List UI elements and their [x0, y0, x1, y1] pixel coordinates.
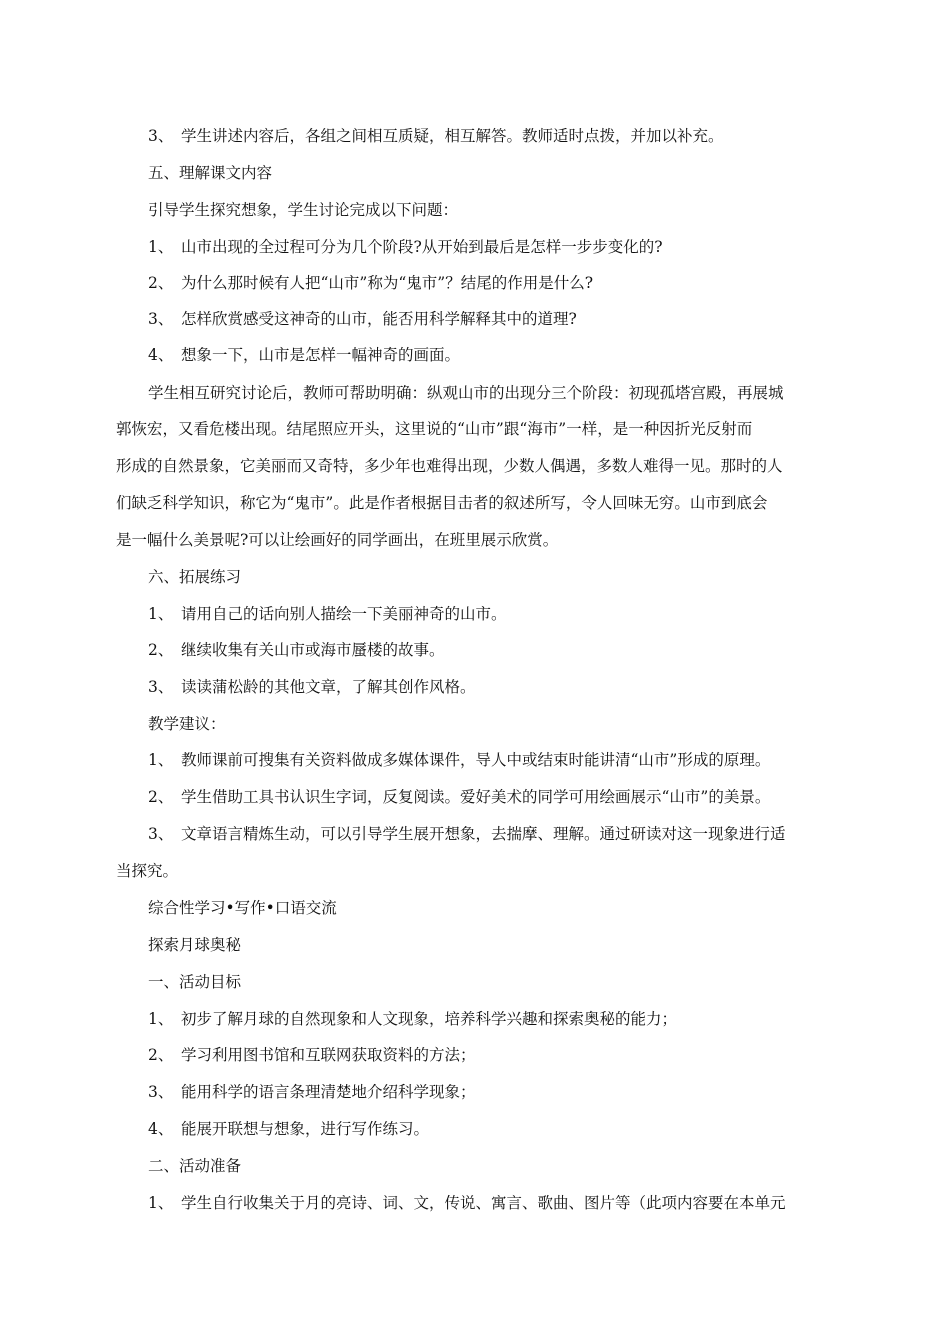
section-heading: 综合性学习•写作•口语交流: [148, 899, 337, 917]
list-item-text: 怎样欣赏感受这神奇的山市，能否用科学解释其中的道理?: [181, 310, 577, 328]
list-number: 2、: [148, 1046, 174, 1064]
list-number: 3、: [148, 1083, 174, 1101]
list-number: 3、: [148, 310, 174, 328]
list-item-text: 请用自己的话向别人描绘一下美丽神奇的山市。: [181, 605, 507, 623]
list-item-text: 文章语言精炼生动，可以引导学生展开想象，去揣摩、理解。通过研读对这一现象进行适: [181, 825, 786, 843]
list-item-text: 读读蒲松龄的其他文章，了解其创作风格。: [181, 678, 476, 696]
list-number: 1、: [148, 1010, 174, 1028]
list-item-text: 继续收集有关山市或海市蜃楼的故事。: [181, 641, 445, 659]
list-item-text: 学习利用图书馆和互联网获取资料的方法；: [181, 1046, 476, 1064]
list-number: 3、: [148, 678, 174, 696]
section-heading: 教学建议：: [148, 715, 226, 733]
paragraph-line: 学生相互研究讨论后，教师可帮助明确：纵观山市的出现分三个阶段：初现孤塔宫殿，再展城: [148, 384, 784, 402]
paragraph-line: 们缺乏科学知识，称它为“鬼市”。此是作者根据目击者的叙述所写，令人回味无穷。山市到底会: [116, 494, 768, 512]
list-number: 2、: [148, 788, 174, 806]
list-number: 1、: [148, 751, 174, 769]
section-heading: 二、活动准备: [148, 1157, 242, 1175]
list-number: 4、: [148, 1120, 174, 1138]
list-number: 3、: [148, 825, 174, 843]
list-number: 4、: [148, 346, 174, 364]
list-item-text: 能展开联想与想象，进行写作练习。: [181, 1120, 430, 1138]
list-number: 2、: [148, 274, 174, 292]
list-number: 1、: [148, 238, 174, 256]
list-number: 1、: [148, 605, 174, 623]
list-item-text: 教师课前可搜集有关资料做成多媒体课件，导人中或结束时能讲清“山市”形成的原理。: [181, 751, 771, 769]
list-item-text: 山市出现的全过程可分为几个阶段?从开始到最后是怎样一步步变化的?: [181, 238, 663, 256]
section-heading: 五、理解课文内容: [148, 164, 273, 182]
list-item-text: 初步了解月球的自然现象和人文现象，培养科学兴趣和探索奥秘的能力；: [181, 1010, 678, 1028]
paragraph-line: 是一幅什么美景呢?可以让绘画好的同学画出，在班里展示欣赏。: [116, 531, 559, 549]
list-number: 2、: [148, 641, 174, 659]
list-item-text: 学生自行收集关于月的亮诗、词、文，传说、寓言、歌曲、图片等（此项内容要在本单元: [181, 1194, 786, 1212]
section-heading: 六、拓展练习: [148, 568, 242, 586]
list-item-text: 学生讲述内容后，各组之间相互质疑，相互解答。教师适时点拨，并加以补充。: [181, 127, 724, 145]
list-number: 3、: [148, 127, 174, 145]
list-item-text: 能用科学的语言条理清楚地介绍科学现象；: [181, 1083, 476, 1101]
list-item-text: 为什么那时候有人把“山市”称为“鬼市”？结尾的作用是什么?: [181, 274, 594, 292]
list-item-text: 想象一下，山市是怎样一幅神奇的画面。: [181, 346, 461, 364]
paragraph-line: 引导学生探究想象，学生讨论完成以下问题：: [148, 201, 459, 219]
paragraph-line: 当探究。: [116, 862, 179, 880]
paragraph-line: 形成的自然景象，它美丽而又奇特，多少年也难得出现，少数人偶遇，多数人难得一见。那时的人: [116, 457, 783, 475]
list-item-text: 学生借助工具书认识生字词，反复阅读。爱好美术的同学可用绘画展示“山市”的美景。: [181, 788, 771, 806]
list-number: 1、: [148, 1194, 174, 1212]
section-heading: 一、活动目标: [148, 973, 242, 991]
section-heading: 探索月球奥秘: [148, 936, 242, 954]
paragraph-line: 郭恢宏，又看危楼出现。结尾照应开头，这里说的“山市”跟“海市”一样，是一种因折光反射而: [116, 420, 753, 438]
